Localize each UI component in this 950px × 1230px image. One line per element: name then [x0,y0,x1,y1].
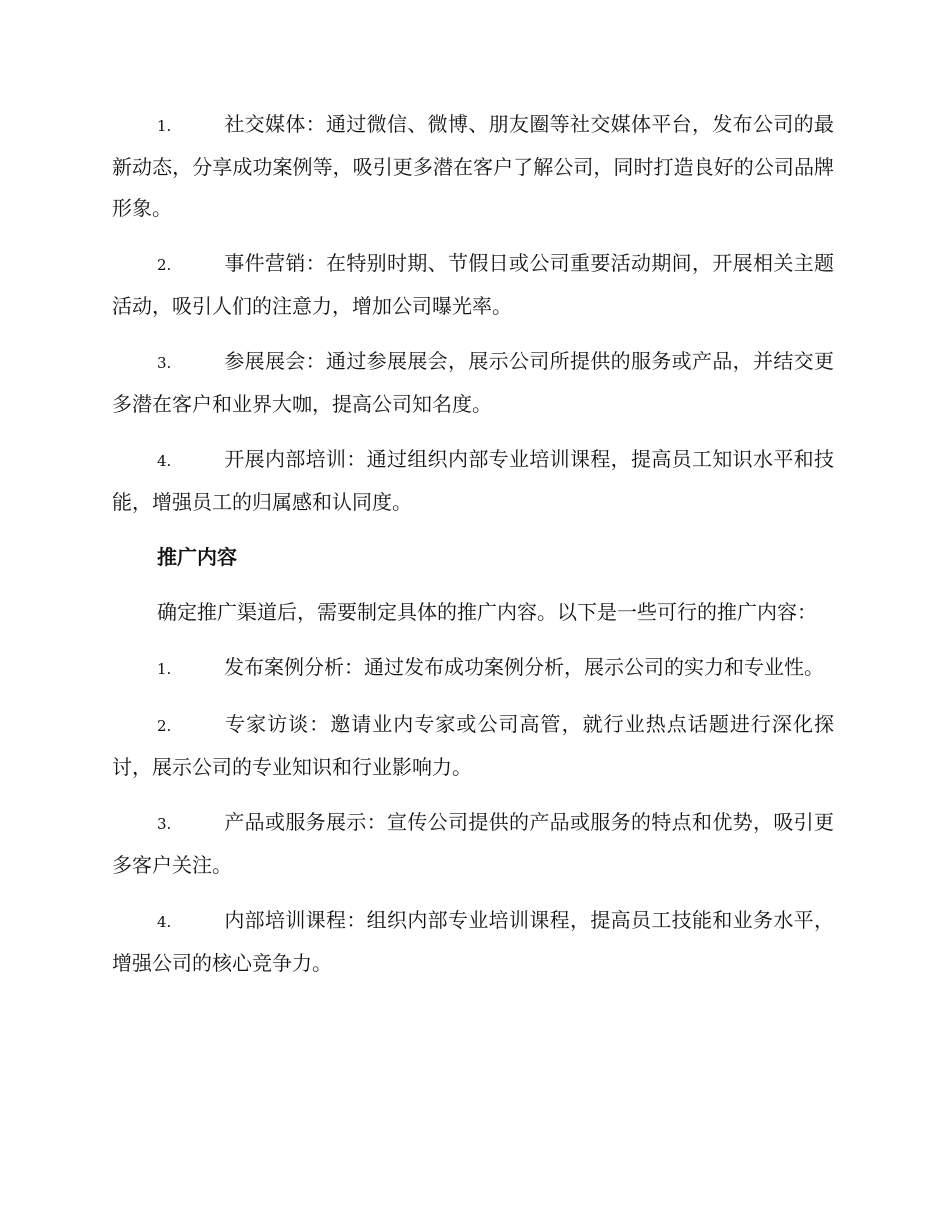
list-number: 3. [157,354,172,372]
list-item [112,243,834,327]
list-item-text: 社交媒体：通过微信、微博、朋友圈等社交媒体平台，发布公司的最新动态，分享成功案例等，吸引更多潜在客户了解公司，同时打造良好的公司品牌形象。 [112,112,834,220]
list-item-text: 内部培训课程：组织内部专业培训课程，提高员工技能和业务水平，增强公司的核心竞争力。 [112,908,834,975]
list-number: 4. [157,452,172,470]
list-item [112,647,834,690]
list-item [112,704,834,788]
list-item-text: 专家访谈：邀请业内专家或公司高管，就行业热点话题进行深化探讨，展示公司的专业知识和行业影响力。 [112,712,834,779]
section-intro: 确定推广渠道后，需要制定具体的推广内容。以下是一些可行的推广内容： [157,600,817,624]
list-item [112,439,834,523]
list-number: 4. [157,913,172,931]
list-item-text: 开展内部培训：通过组织内部专业培训课程，提高员工知识水平和技能，增强员工的归属感和认同度。 [112,447,834,514]
list-item-text: 事件营销：在特别时期、节假日或公司重要活动期间，开展相关主题活动，吸引人们的注意力，增加公司曝光率。 [112,251,834,318]
list-item-text: 发布案例分析：通过发布成功案例分析，展示公司的实力和专业性。 [224,655,824,679]
content-section [112,537,834,984]
list-item [112,104,834,229]
list-number: 1. [157,660,172,678]
section-heading: 推广内容 [157,545,237,569]
list-number: 3. [157,815,172,833]
list-number: 2. [157,256,172,274]
list-item [112,900,834,984]
channel-list [112,104,834,523]
list-item-text: 参展展会：通过参展展会，展示公司所提供的服务或产品，并结交更多潜在客户和业界大咖，提高公司知名度。 [112,349,834,416]
list-item-text: 产品或服务展示：宣传公司提供的产品或服务的特点和优势，吸引更多客户关注。 [112,810,834,877]
list-number: 2. [157,717,172,735]
document-page [112,104,834,998]
list-item [112,802,834,886]
list-item [112,341,834,425]
list-number: 1. [157,117,172,135]
